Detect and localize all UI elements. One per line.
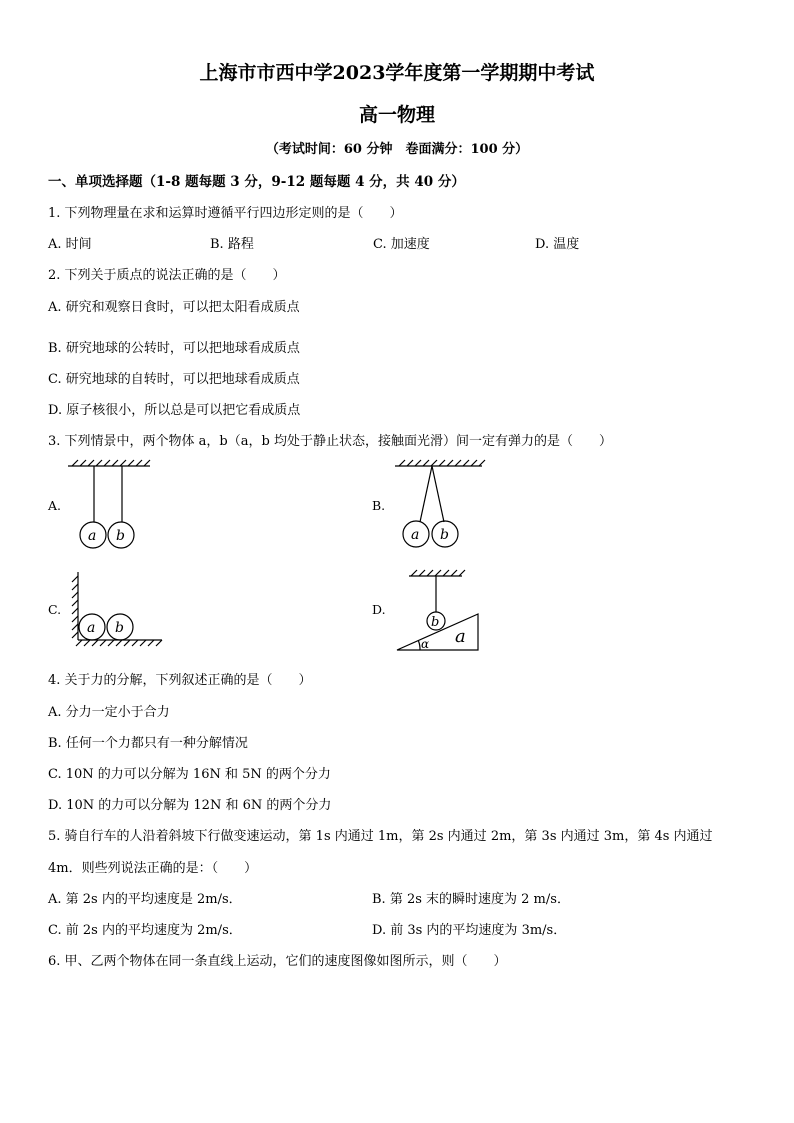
question-5-option-d: D. 前 3s 内的平均速度为 3m/s．	[372, 923, 567, 938]
question-5-option-c: C. 前 2s 内的平均速度为 2m/s．	[48, 923, 242, 938]
subject-title: 高一物理	[358, 104, 435, 126]
question-2-option-d: D. 原子核很小，所以总是可以把它看成质点	[48, 403, 301, 418]
figure-c-ball-b-label: b	[115, 620, 124, 636]
figure-a-ball-b-label: b	[116, 528, 125, 544]
question-5-option-a: A. 第 2s 内的平均速度是 2m/s．	[48, 892, 242, 907]
question-1-option-a: A. 时间	[48, 237, 92, 252]
figure-a-ball-a-label: a	[88, 528, 97, 544]
question-3-stem: 3. 下列情景中，两个物体 a，b（a，b 均处于静止状态，接触面光滑）间一定有弹力的是（ ）	[48, 434, 612, 449]
figure-d-angle-label: α	[421, 637, 430, 651]
exam-info: （考试时间：60 分钟 卷面满分：100 分）	[265, 142, 529, 157]
figure-b-label: B.	[372, 498, 386, 513]
question-5-stem-line-1: 5. 骑自行车的人沿着斜坡下行做变速运动，第 1s 内通过 1m，第 2s 内通过 2m，第 3s 内通过 3m，第 4s 内通过	[48, 829, 713, 844]
figure-c-ball-a-label: a	[87, 620, 96, 636]
question-1-option-c: C. 加速度	[373, 237, 430, 252]
section-heading: 一、单项选择题（1-8 题每题 3 分，9-12 题每题 4 分，共 40 分）	[48, 174, 465, 190]
figure-a-label: A.	[48, 498, 62, 513]
question-4-stem: 4. 关于力的分解，下列叙述正确的是（ ）	[48, 673, 312, 688]
figure-d-block-a-label: a	[455, 626, 466, 647]
question-1-stem: 1. 下列物理量在求和运算时遵循平行四边形定则的是（ ）	[48, 206, 403, 221]
figure-c-label: C.	[48, 602, 62, 617]
question-2-stem: 2. 下列关于质点的说法正确的是（ ）	[48, 268, 286, 283]
question-2-option-a: A. 研究和观察日食时，可以把太阳看成质点	[48, 300, 300, 315]
question-1-option-d: D. 温度	[535, 237, 580, 252]
question-2-option-c: C. 研究地球的自转时，可以把地球看成质点	[48, 372, 300, 387]
exam-title: 上海市市西中学2023学年度第一学期期中考试	[199, 62, 595, 84]
question-4-option-c: C. 10N 的力可以分解为 16N 和 5N 的两个分力	[48, 767, 331, 782]
figure-d-label: D.	[372, 602, 386, 617]
question-1-option-b: B. 路程	[210, 237, 254, 252]
question-5-option-b: B. 第 2s 末的瞬时速度为 2 m/s．	[372, 892, 570, 907]
question-6-stem: 6. 甲、乙两个物体在同一条直线上运动，它们的速度图像如图所示，则（ ）	[48, 954, 507, 969]
question-2-option-b: B. 研究地球的公转时，可以把地球看成质点	[48, 341, 300, 356]
question-5-stem-line-2: 4m．则些列说法正确的是：（ ）	[48, 861, 258, 876]
question-4-option-a: A. 分力一定小于合力	[48, 705, 170, 720]
question-4-option-b: B. 任何一个力都只有一种分解情况	[48, 736, 248, 751]
figure-d-ball-b-label: b	[431, 615, 440, 630]
figure-b-ball-a-label: a	[411, 527, 420, 543]
question-4-option-d: D. 10N 的力可以分解为 12N 和 6N 的两个分力	[48, 798, 332, 813]
figure-b-ball-b-label: b	[440, 527, 449, 543]
